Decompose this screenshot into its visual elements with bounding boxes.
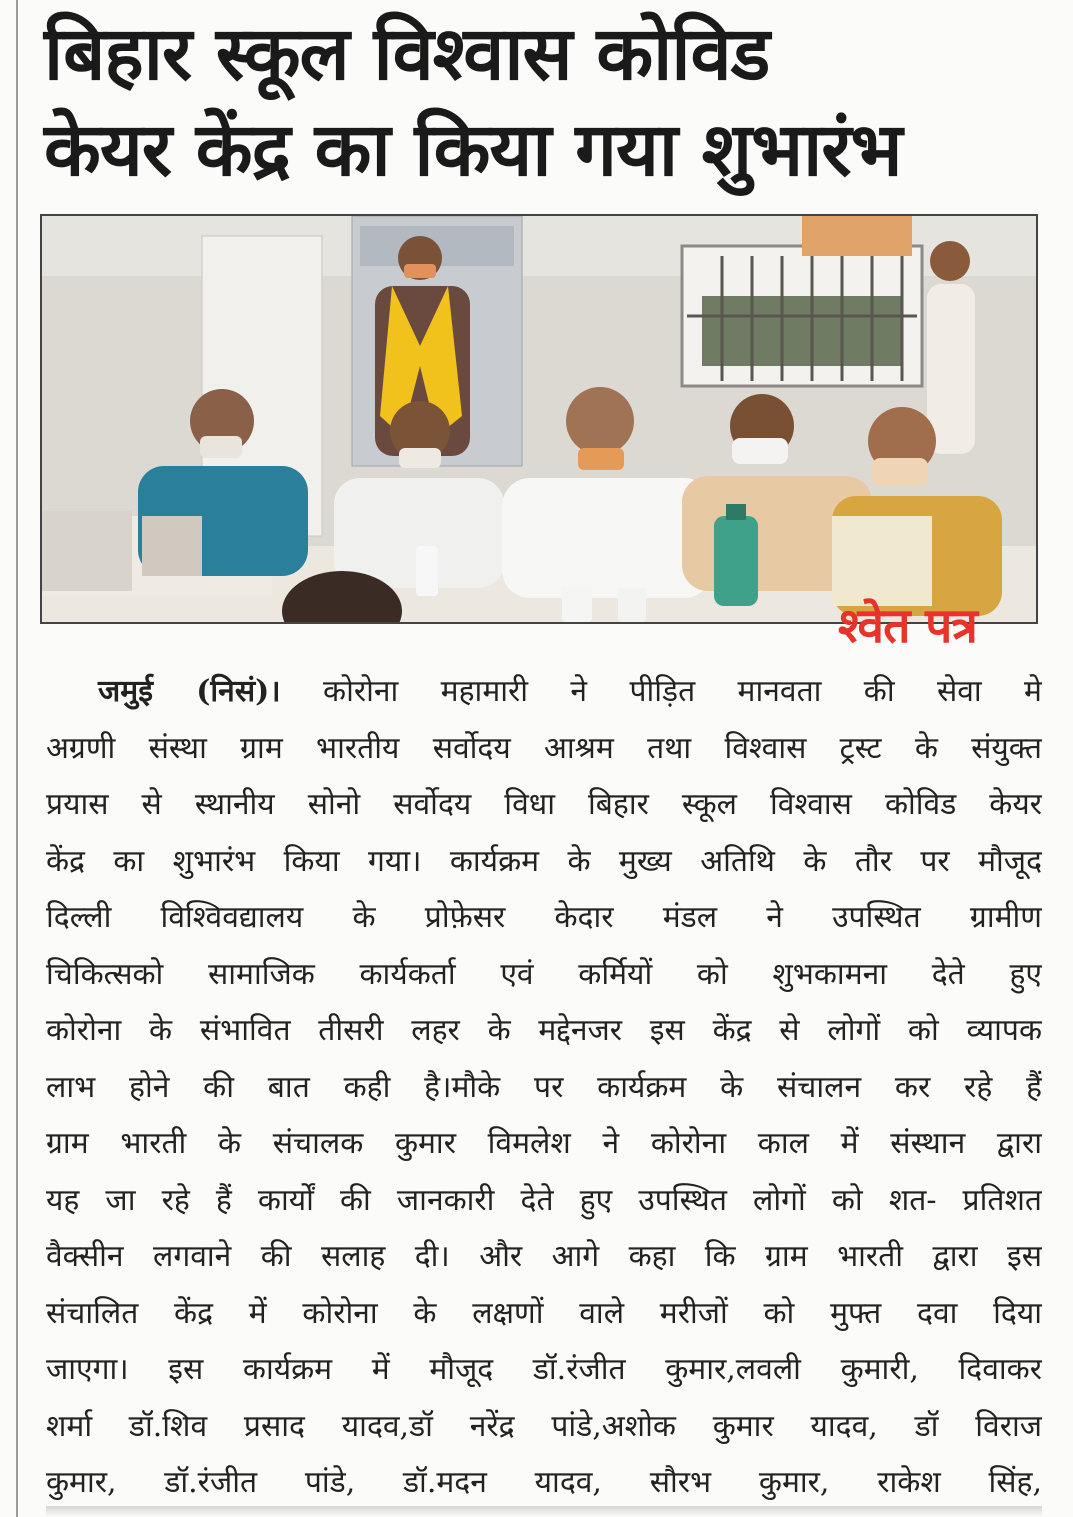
article-line-12: संचालित केंद्र में कोरोना के लक्षणों वाले मरीजों को मुफ्त दवा दिया: [46, 1295, 1042, 1331]
article-line-3: प्रयास से स्थानीय सोनो सर्वोदय विधा बिहार स्कूल विश्वास कोविड केयर: [46, 787, 1042, 822]
brand-stamp: श्वेत पत्र: [838, 598, 977, 654]
column-rule: [16, 0, 18, 1517]
article-line-4: केंद्र का शुभारंभ किया गया। कार्यक्रम के मुख्य अतिथि के तौर पर मौजूद: [46, 843, 1042, 879]
dateline: जमुई (निसं)।: [98, 674, 281, 709]
article-line-14: शर्मा डॉ.शिव प्रसाद यादव,डॉ नरेंद्र पांडे,अशोक कुमार यादव, डॉ विराज: [46, 1408, 1042, 1444]
article-line-8: लाभ होने की बात कही है।मौके पर कार्यक्रम के संचालन कर रहे हैं: [46, 1069, 1042, 1105]
news-photo: [40, 214, 1038, 624]
article-line-1: [46, 664, 1042, 721]
headline-line-2: केयर केंद्र का किया गया शुभारंभ: [44, 107, 902, 193]
article-line-13: जाएगा। इस कार्यक्रम में मौजूद डॉ.रंजीत कुमार,लवली कुमारी, दिवाकर: [46, 1352, 1042, 1387]
headline-line-1: बिहार स्कूल विश्वास कोविड: [44, 11, 770, 97]
cut-off-edge: [46, 1506, 1042, 1517]
article-line-6: चिकित्सको सामाजिक कार्यकर्ता एवं कर्मियों को शुभकामना देते हुए: [46, 956, 1042, 992]
article-body: [46, 664, 1042, 1512]
group-photo-icon: [42, 216, 1036, 622]
article-line-7: कोरोना के संभावित तीसरी लहर के मद्देनजर इस केंद्र से लोगों को व्यापक: [46, 1013, 1042, 1048]
article-line-10: यह जा रहे हैं कार्यों की जानकारी देते हुए उपस्थित लोगों को शत- प्रतिशत: [46, 1182, 1042, 1218]
article-line-5: दिल्ली विश्विवद्यालय के प्रोफ़ेसर केदार मंडल ने उपस्थित ग्रामीण: [46, 900, 1042, 935]
article-line-11: वैक्सीन लगवाने की सलाह दी। और आगे कहा कि ग्राम भारती द्वारा इस: [46, 1239, 1042, 1274]
article-line-9: ग्राम भारती के संचालक कुमार विमलेश ने कोरोना काल में संस्थान द्वारा: [46, 1126, 1042, 1161]
article-line-15: कुमार, डॉ.रंजीत पांडे, डॉ.मदन यादव, सौरभ कुमार, राकेश सिंह,: [46, 1465, 1042, 1500]
article-line-2: अग्रणी संस्था ग्राम भारतीय सर्वोदय आश्रम तथा विश्वास ट्रस्ट के संयुक्त: [46, 730, 1042, 766]
headline: [44, 6, 1044, 198]
article-line-1-text: कोरोना महामारी ने पीड़ित मानवता की सेवा मे: [323, 674, 1042, 709]
